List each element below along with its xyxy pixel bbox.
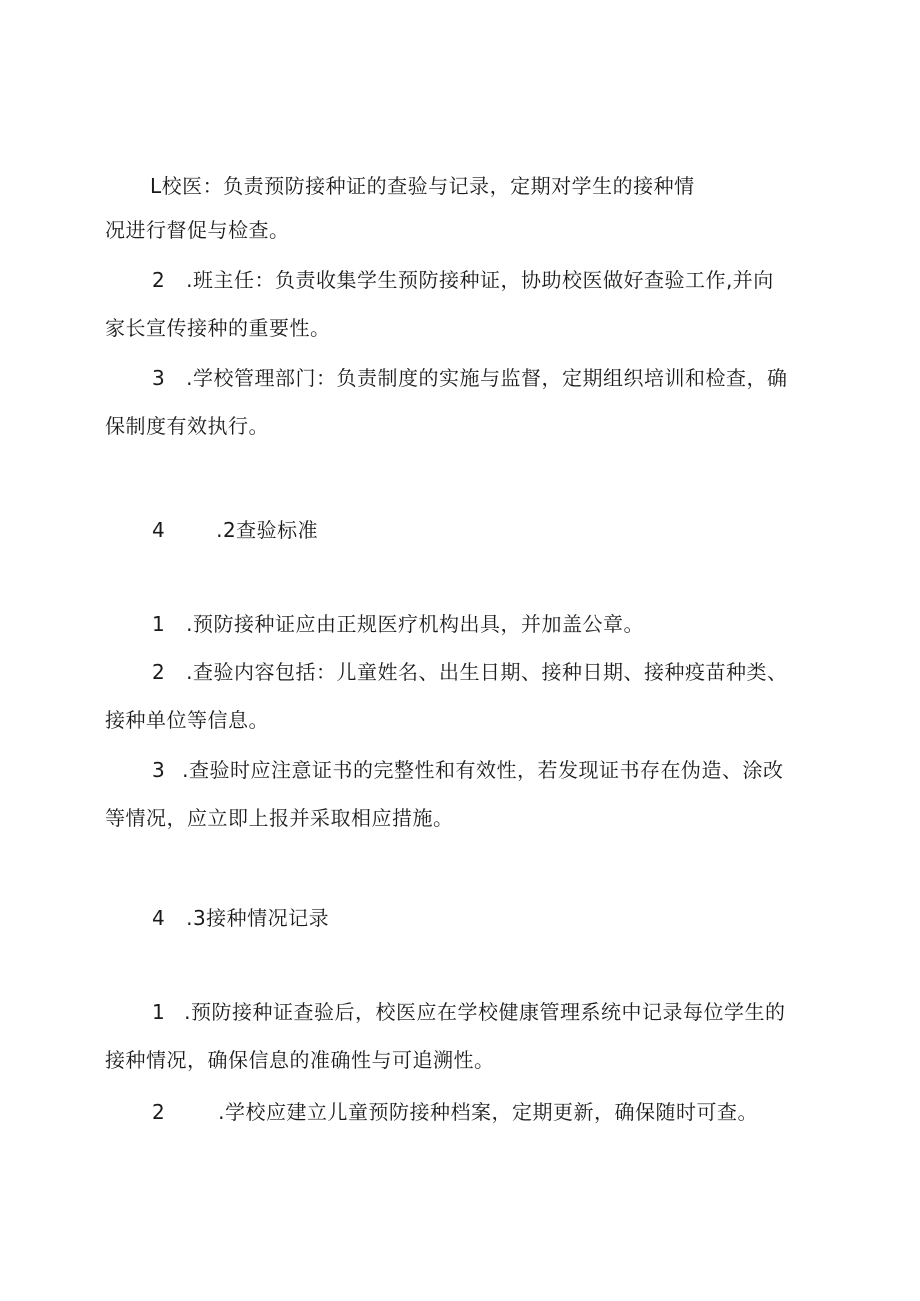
role-school-doctor-line-2: 况进行督促与检查。 [105,218,290,242]
list-text: .查验内容包括：儿童姓名、出生日期、接种日期、接种疫苗种类、 [186,660,788,684]
role-head-teacher-line-1 [152,266,774,294]
list-number: 1 [152,1000,166,1024]
record-item-1-line-2: 接种情况，确保信息的准确性与可追溯性。 [105,1048,495,1072]
list-text: .班主任：负责收集学生预防接种证，协助校医做好查验工作,并向 [186,268,774,292]
list-text: .预防接种证查验后，校医应在学校健康管理系统中记录每位学生的 [184,1000,786,1024]
role-management-line-2: 保制度有效执行。 [105,414,269,438]
list-number: 2 [152,268,166,292]
standard-item-1-line-1 [152,610,644,638]
role-head-teacher-line-2: 家长宣传接种的重要性。 [105,316,331,340]
list-number: 3 [152,366,166,390]
list-number: 3 [152,758,166,782]
section-title: .3接种情况记录 [186,906,330,930]
role-management-line-1 [152,364,787,392]
list-text: .学校管理部门：负责制度的实施与监督，定期组织培训和检查，确 [186,366,788,390]
list-number: 2 [152,1100,166,1124]
standard-item-2-line-2: 接种单位等信息。 [105,708,269,732]
list-text: .学校应建立儿童预防接种档案，定期更新，确保随时可查。 [218,1100,758,1124]
standard-item-3-line-1 [152,756,783,784]
section-heading-4-3 [152,904,329,932]
list-text: .预防接种证应由正规医疗机构出具，并加盖公章。 [186,612,644,636]
standard-item-2-line-1 [152,658,787,686]
section-number: 4 [152,518,166,542]
record-item-2-line-1 [152,1098,758,1126]
list-number: 1 [152,612,166,636]
list-text: .查验时应注意证书的完整性和有效性，若发现证书存在伪造、涂改 [182,758,784,782]
list-number: 2 [152,660,166,684]
standard-item-3-line-2: 等情况，应立即上报并采取相应措施。 [105,806,454,830]
role-school-doctor-line-1: L校医：负责预防接种证的查验与记录，定期对学生的接种情 [150,174,695,198]
section-number: 4 [152,906,166,930]
record-item-1-line-1 [152,998,785,1026]
section-heading-4-2 [152,516,318,544]
section-title: .2查验标准 [216,518,319,542]
